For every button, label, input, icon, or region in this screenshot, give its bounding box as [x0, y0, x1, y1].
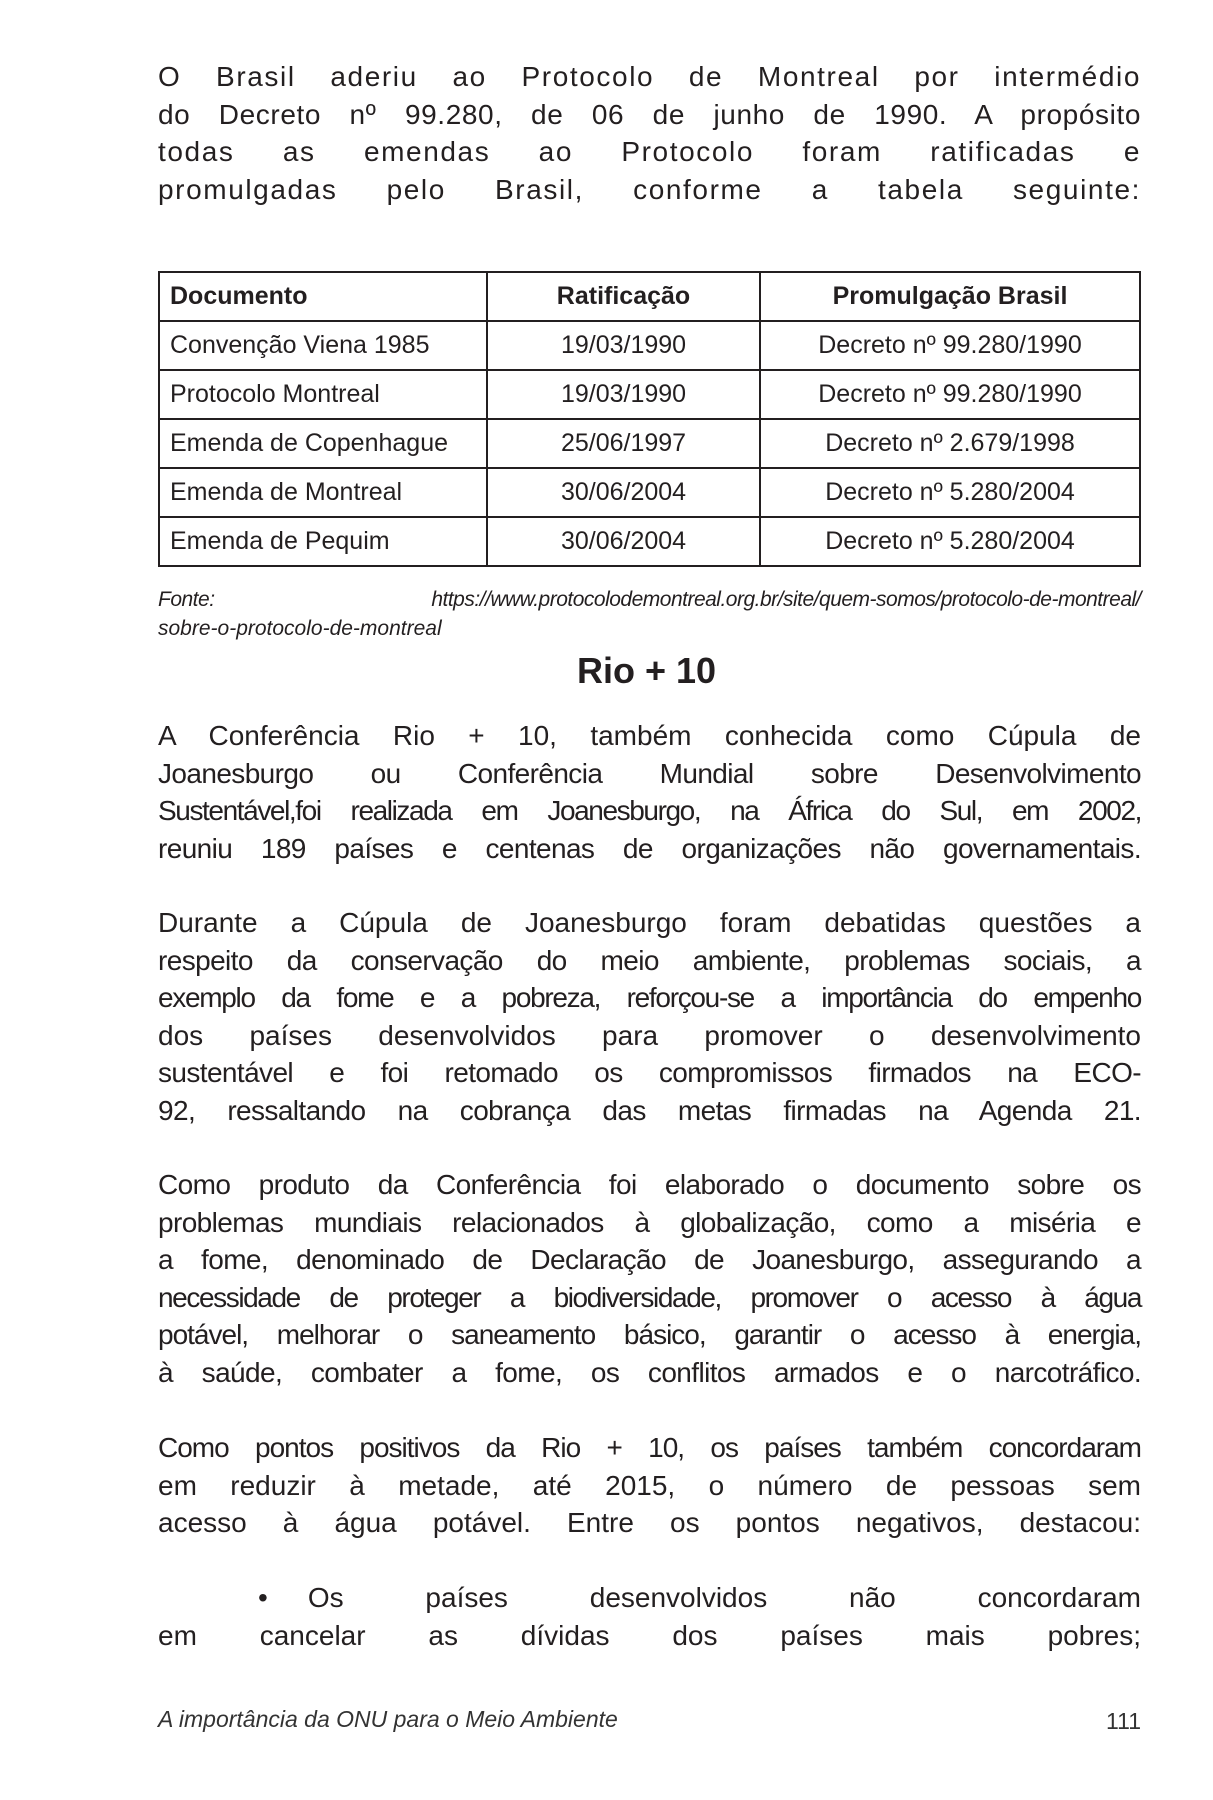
table-cell: Protocolo Montreal: [159, 370, 487, 419]
text-line: 92, ressaltando na cobrança das metas firmadas na Agenda 21.: [158, 1094, 1141, 1126]
table-cell: Emenda de Montreal: [159, 468, 487, 517]
text-line: potável, melhorar o saneamento básico, garantir o acesso à energia,: [158, 1319, 1141, 1351]
table-header-row: [159, 272, 1140, 321]
table-cell: Emenda de Pequim: [159, 517, 487, 566]
table-cell: 30/06/2004: [487, 517, 760, 566]
column-header: Documento: [159, 272, 487, 321]
text-line: exemplo da fome e a pobreza, reforçou-se a importância do empenho: [158, 982, 1141, 1014]
text-line: em cancelar as dívidas dos países mais pobres;: [158, 1619, 1141, 1651]
table-row: [159, 468, 1140, 517]
intro-paragraph: [158, 58, 1141, 208]
source-line: sobre-o-protocolo-de-montreal: [158, 617, 442, 640]
bullet-text: Os países desenvolvidos não concordaram: [307, 1582, 1141, 1613]
table-cell: 25/06/1997: [487, 419, 760, 468]
text-line: dos países desenvolvidos para promover o desenvolvimento: [158, 1019, 1141, 1051]
section-heading: Rio + 10: [576, 650, 717, 691]
paragraph-outcomes: [158, 1429, 1141, 1542]
table-cell: 30/06/2004: [487, 468, 760, 517]
column-header: Promulgação Brasil: [760, 272, 1140, 321]
column-header: Ratificação: [487, 272, 760, 321]
paragraph-summit-debates: [158, 904, 1141, 1130]
bullet-line: [158, 1579, 1141, 1617]
table-cell: Emenda de Copenhague: [159, 419, 487, 468]
running-footer-title: A importância da ONU para o Meio Ambiente: [158, 1706, 618, 1732]
table-row: [159, 321, 1140, 370]
amendments-table: [158, 271, 1141, 567]
text-line: reuniu 189 países e centenas de organizações não governamentais.: [158, 832, 1141, 864]
text-line: respeito da conservação do meio ambiente, problemas sociais, a: [158, 944, 1141, 976]
text-line: Joanesburgo ou Conferência Mundial sobre Desenvolvimento: [158, 757, 1141, 789]
text-line: a fome, denominado de Declaração de Joanesburgo, assegurando a: [158, 1244, 1141, 1276]
text-line: todas as emendas ao Protocolo foram ratificadas e: [158, 136, 1141, 168]
table-cell: 19/03/1990: [487, 370, 760, 419]
text-line: do Decreto nº 99.280, de 06 de junho de 1990. A propósito: [158, 98, 1141, 130]
text-line: em reduzir à metade, até 2015, o número de pessoas sem: [158, 1469, 1141, 1501]
bullet-item: [158, 1579, 1141, 1654]
text-line: sustentável e foi retomado os compromissos firmados na ECO-: [158, 1057, 1141, 1089]
table-source: [158, 585, 1141, 643]
table-row: [159, 419, 1140, 468]
paragraph-declaration: [158, 1166, 1141, 1392]
text-line: problemas mundiais relacionados à globalização, como a miséria e: [158, 1206, 1141, 1238]
text-line: acesso à água potável. Entre os pontos negativos, destacou:: [158, 1507, 1141, 1539]
text-line: Durante a Cúpula de Joanesburgo foram debatidas questões a: [158, 907, 1141, 938]
source-line: Fonte: https://www.protocolodemontreal.org.br/site/quem-somos/protocolo-de-montreal/: [158, 588, 1141, 611]
page-number: 111: [1106, 1708, 1141, 1734]
text-line: O Brasil aderiu ao Protocolo de Montreal por intermédio: [158, 61, 1141, 92]
table-cell: 19/03/1990: [487, 321, 760, 370]
text-line: A Conferência Rio + 10, também conhecida como Cúpula de: [158, 720, 1141, 751]
text-line: promulgadas pelo Brasil, conforme a tabela seguinte:: [158, 173, 1141, 205]
text-line: Sustentável,foi realizada em Joanesburgo, na África do Sul, em 2002,: [158, 795, 1141, 827]
table-cell: Decreto nº 99.280/1990: [760, 370, 1140, 419]
text-line: Como produto da Conferência foi elaborado o documento sobre os: [158, 1169, 1141, 1200]
table-cell: Decreto nº 2.679/1998: [760, 419, 1140, 468]
text-line: necessidade de proteger a biodiversidade, promover o acesso à água: [158, 1281, 1141, 1313]
text-line: Como pontos positivos da Rio + 10, os países também concordaram: [158, 1432, 1141, 1463]
table-cell: Convenção Viena 1985: [159, 321, 487, 370]
table-cell: Decreto nº 5.280/2004: [760, 517, 1140, 566]
table-cell: Decreto nº 99.280/1990: [760, 321, 1140, 370]
table-row: [159, 517, 1140, 566]
table-row: [159, 370, 1140, 419]
text-line: à saúde, combater a fome, os conflitos armados e o narcotráfico.: [158, 1356, 1141, 1388]
table-cell: Decreto nº 5.280/2004: [760, 468, 1140, 517]
paragraph-rio10-intro: [158, 717, 1141, 867]
bullet-icon: •: [258, 1582, 268, 1613]
